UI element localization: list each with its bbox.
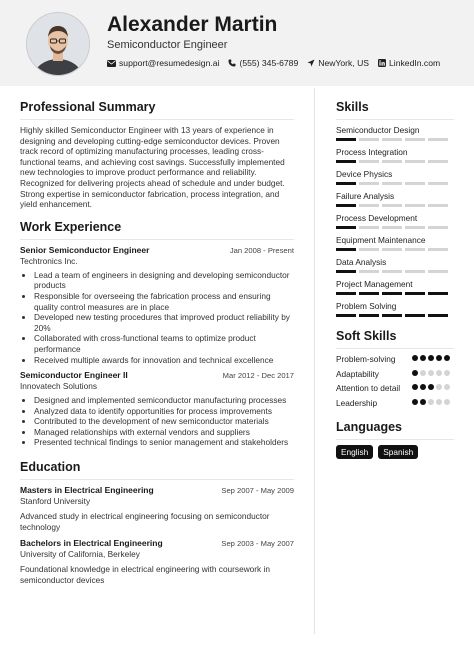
- skill-level-segment: [405, 226, 425, 229]
- skill-level-segment: [336, 160, 356, 163]
- skill-level-segment: [359, 138, 379, 141]
- soft-skill-rating: [412, 355, 452, 363]
- skill-item: [336, 235, 454, 251]
- skill-level-bar: [336, 160, 454, 163]
- soft-skill-item: [336, 354, 454, 365]
- skill-level-segment: [428, 248, 448, 251]
- contact-location-text: NewYork, US: [318, 58, 370, 68]
- contact-linkedin[interactable]: [378, 58, 440, 68]
- job-date: Jan 2008 - Present: [229, 245, 294, 255]
- soft-skill-item: [336, 369, 454, 380]
- rating-dot: [428, 370, 434, 376]
- education-entry: [20, 538, 294, 585]
- skill-level-segment: [405, 248, 425, 251]
- job-entry: [20, 370, 294, 448]
- portrait-icon: [27, 13, 89, 75]
- skill-level-segment: [359, 270, 379, 273]
- skill-level-segment: [382, 226, 402, 229]
- column-divider: [314, 88, 315, 634]
- skill-level-segment: [359, 314, 379, 317]
- skill-level-segment: [428, 182, 448, 185]
- skill-name: Device Physics: [336, 169, 393, 179]
- skill-level-segment: [359, 248, 379, 251]
- job-entry: [20, 245, 294, 365]
- contact-linkedin-text: LinkedIn.com: [389, 58, 441, 68]
- skill-level-segment: [336, 138, 356, 141]
- rating-dot: [436, 370, 442, 376]
- candidate-role: Semiconductor Engineer: [107, 39, 228, 51]
- main-column: [20, 100, 294, 585]
- skills-list: [336, 125, 454, 317]
- contact-email[interactable]: [107, 58, 219, 68]
- soft-skill-rating: [412, 370, 452, 378]
- language-badge: Spanish: [378, 445, 418, 459]
- skill-level-segment: [405, 270, 425, 273]
- rating-dot: [420, 370, 426, 376]
- skill-name: Process Development: [336, 213, 418, 223]
- rating-dot: [428, 355, 434, 361]
- skill-name: Equipment Maintenance: [336, 235, 426, 245]
- rating-dot: [412, 399, 418, 405]
- job-company: Techtronics Inc.: [20, 255, 78, 266]
- skill-item: [336, 279, 454, 295]
- skills-rule: [336, 119, 454, 120]
- rating-dot: [444, 399, 450, 405]
- skill-level-segment: [405, 160, 425, 163]
- linkedin-icon: [378, 59, 386, 67]
- skill-item: [336, 213, 454, 229]
- languages-list: [336, 445, 454, 459]
- skill-level-bar: [336, 138, 454, 141]
- experience-heading: Work Experience: [20, 219, 122, 234]
- summary-text: Highly skilled Semiconductor Engineer with 13 years of experience in designing and developing cutting-edge semiconductor devices. Proven track record of optimizing manufacturing processes, leading cross-functional teams, and achieving cost savings. Successfully implemented new technologies to improve product performance and reliability. Recognized for delivering projects ahead of schedule and under budget. Strong expertise in semiconductor fabrication, process integration, and yield enhancement.: [20, 125, 285, 210]
- skill-level-segment: [336, 248, 356, 251]
- skill-level-segment: [405, 292, 425, 295]
- skill-level-bar: [336, 182, 454, 185]
- skill-name: Data Analysis: [336, 257, 387, 267]
- job-bullet: • Collaborated with cross-functional teams to optimize product performance: [34, 333, 294, 354]
- job-bullet: • Managed relationships with external vendors and suppliers: [34, 427, 294, 438]
- location-arrow-icon: [307, 59, 315, 67]
- soft-skills-heading: Soft Skills: [336, 329, 397, 343]
- job-bullet: • Presented technical findings to senior management and stakeholders: [34, 437, 294, 448]
- skill-level-segment: [359, 292, 379, 295]
- rating-dot: [412, 355, 418, 361]
- soft-skill-item: [336, 398, 454, 409]
- job-bullets: [20, 395, 294, 448]
- skill-level-segment: [336, 204, 356, 207]
- summary-rule: [20, 119, 294, 120]
- skill-level-segment: [405, 182, 425, 185]
- rating-dot: [420, 355, 426, 361]
- job-bullet: • Contributed to the development of new semiconductor materials: [34, 416, 294, 427]
- soft-skills-list: [336, 354, 454, 408]
- education-heading: Education: [20, 460, 81, 475]
- summary-section: [20, 100, 294, 210]
- skill-level-segment: [428, 292, 448, 295]
- skill-item: [336, 257, 454, 273]
- soft-skill-item: [336, 383, 454, 394]
- candidate-name: Alexander Martin: [107, 13, 278, 36]
- soft-skill-rating: [412, 384, 452, 392]
- rating-dot: [420, 399, 426, 405]
- skill-item: [336, 125, 454, 141]
- rating-dot: [436, 384, 442, 390]
- skill-name: Problem Solving: [336, 301, 397, 311]
- education-degree: Bachelors in Electrical Engineering: [20, 538, 163, 549]
- education-degree: Masters in Electrical Engineering: [20, 485, 154, 496]
- contact-location: [307, 58, 369, 68]
- email-icon: [107, 60, 116, 67]
- skill-level-bar: [336, 204, 454, 207]
- skill-item: [336, 169, 454, 185]
- skill-level-segment: [382, 314, 402, 317]
- sidebar-column: [336, 100, 454, 459]
- education-school: University of California, Berkeley: [20, 549, 140, 560]
- language-badge: English: [336, 445, 373, 459]
- job-date: Mar 2012 - Dec 2017: [222, 371, 294, 381]
- skill-level-segment: [428, 160, 448, 163]
- skill-level-segment: [405, 138, 425, 141]
- contact-email-text: support@resumedesign.ai: [119, 58, 220, 68]
- job-bullet: • Designed and implemented semiconductor manufacturing processes: [34, 395, 294, 406]
- skill-level-segment: [336, 226, 356, 229]
- skill-level-segment: [336, 182, 356, 185]
- skill-level-segment: [405, 314, 425, 317]
- soft-skill-rating: [412, 399, 452, 407]
- skill-level-bar: [336, 270, 454, 273]
- job-bullet: • Analyzed data to identify opportunities for process improvements: [34, 406, 294, 417]
- experience-rule: [20, 239, 294, 240]
- education-date: Sep 2003 - May 2007: [221, 539, 294, 549]
- soft-skill-name: Attention to detail: [336, 383, 401, 393]
- languages-rule: [336, 439, 454, 440]
- rating-dot: [428, 399, 434, 405]
- skill-level-segment: [382, 204, 402, 207]
- education-entry: [20, 485, 294, 532]
- skill-name: Failure Analysis: [336, 191, 395, 201]
- skill-name: Process Integration: [336, 147, 408, 157]
- education-school: Stanford University: [20, 496, 91, 507]
- job-bullets: [20, 270, 294, 365]
- contact-phone[interactable]: [228, 58, 298, 68]
- rating-dot: [428, 384, 434, 390]
- skill-level-segment: [428, 226, 448, 229]
- skill-level-segment: [359, 226, 379, 229]
- avatar: [26, 12, 90, 76]
- job-bullet: • Responsible for overseeing the fabrication process and ensuring quality control measures are in place: [34, 291, 294, 312]
- job-bullet: • Received multiple awards for innovation and technical excellence: [34, 355, 294, 366]
- education-rule: [20, 479, 294, 480]
- soft-skill-name: Leadership: [336, 397, 378, 408]
- contact-row: [107, 58, 449, 68]
- rating-dot: [444, 355, 450, 361]
- job-title: Semiconductor Engineer II: [20, 370, 128, 381]
- soft-skills-rule: [336, 348, 454, 349]
- skill-level-segment: [382, 138, 402, 141]
- skill-name: Project Management: [336, 279, 413, 289]
- soft-skill-name: Adaptability: [336, 368, 379, 379]
- skill-level-segment: [336, 270, 356, 273]
- skill-level-segment: [428, 314, 448, 317]
- rating-dot: [420, 384, 426, 390]
- skill-level-bar: [336, 292, 454, 295]
- rating-dot: [412, 384, 418, 390]
- experience-section: [20, 220, 294, 448]
- skill-level-segment: [382, 182, 402, 185]
- skill-level-segment: [428, 138, 448, 141]
- skill-level-segment: [359, 182, 379, 185]
- summary-heading: Professional Summary: [20, 100, 156, 114]
- rating-dot: [412, 370, 418, 376]
- skill-level-segment: [382, 270, 402, 273]
- rating-dot: [444, 384, 450, 390]
- skill-item: [336, 191, 454, 207]
- soft-skills-section: [336, 329, 454, 408]
- rating-dot: [436, 355, 442, 361]
- job-bullet: • Developed new testing procedures that improved product reliability by 20%: [34, 312, 294, 333]
- skill-level-segment: [359, 204, 379, 207]
- job-title: Senior Semiconductor Engineer: [20, 244, 150, 255]
- skill-level-segment: [382, 248, 402, 251]
- skill-item: [336, 301, 454, 317]
- skill-level-bar: [336, 314, 454, 317]
- job-bullet: • Lead a team of engineers in designing and developing semiconductor products: [34, 270, 294, 291]
- skill-level-bar: [336, 248, 454, 251]
- education-date: Sep 2007 - May 2009: [221, 486, 294, 496]
- skill-level-bar: [336, 226, 454, 229]
- skill-level-segment: [382, 160, 402, 163]
- skill-level-segment: [405, 204, 425, 207]
- skill-level-segment: [359, 160, 379, 163]
- languages-section: [336, 420, 454, 459]
- languages-heading: Languages: [336, 420, 402, 434]
- rating-dot: [444, 370, 450, 376]
- skill-level-segment: [336, 292, 356, 295]
- resume-header: [0, 0, 474, 86]
- skill-item: [336, 147, 454, 163]
- skill-level-segment: [428, 270, 448, 273]
- phone-icon: [228, 59, 236, 67]
- skill-level-segment: [336, 314, 356, 317]
- rating-dot: [436, 399, 442, 405]
- education-description: Advanced study in electrical engineering focusing on semiconductor technology: [20, 511, 270, 532]
- skill-level-segment: [382, 292, 402, 295]
- soft-skill-name: Problem-solving: [336, 354, 396, 364]
- skills-heading: Skills: [336, 100, 369, 114]
- contact-phone-text: (555) 345-6789: [239, 58, 299, 68]
- skill-name: Semiconductor Design: [336, 125, 420, 135]
- education-description: Foundational knowledge in electrical engineering with coursework in semiconductor devices: [20, 564, 270, 585]
- skills-section: [336, 100, 454, 317]
- job-company: Innovatech Solutions: [20, 381, 98, 392]
- skill-level-segment: [428, 204, 448, 207]
- education-section: [20, 460, 294, 585]
